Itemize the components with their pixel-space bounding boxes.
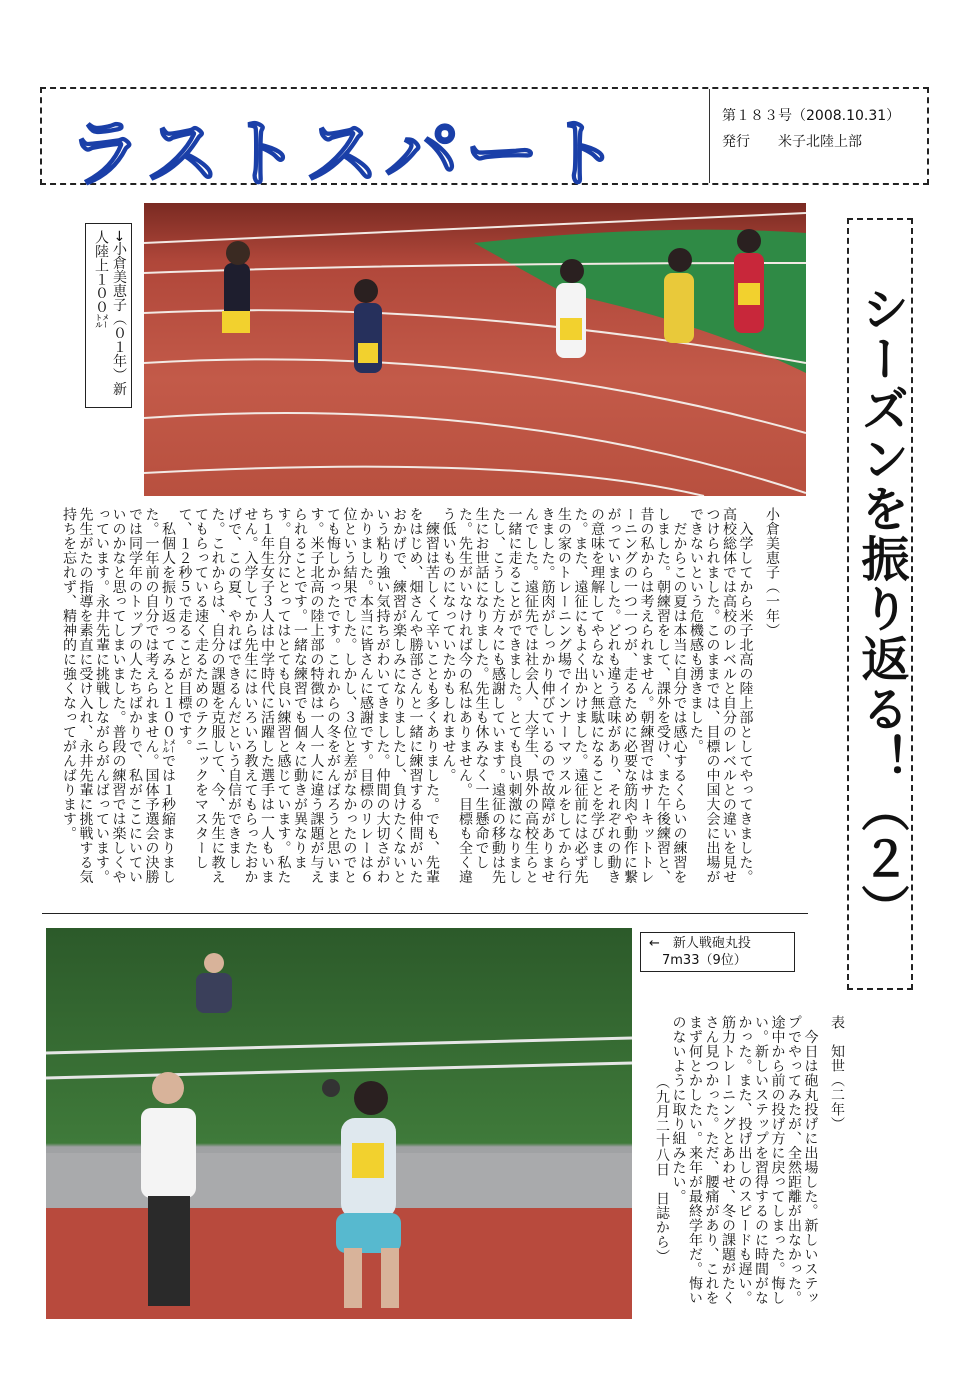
article-paragraph: 練習は苦しくて辛いことも多くありました。でも、先輩をはじめ、畑さんや勝部さんと一緒に練習する仲間がいたおかげで、練習が楽しみになりましたし、負けたくないという粘り強い気持ちがわいてきました。仲間の大切さがわかりました。本当に皆さんに感謝です。目標のリレーは６位という結果でした。しかし、３位と差がなかったのでとても悔しかったです。これからの冬をがんばろうと思います。米子北高の陸上部の特徴は一人一人に違う課題が与えられることです。一緒な練習でも個々に動きが異なります。自分にとってはとても良い練習と感じています。私たち１年生女子３人は中学時代に活躍した選手は一人もいません。入学してから先生にはいろいろ教えてもらったおかげで、この夏、やればできるんだという自信ができました。これからは、自分の課題を克服して、今、先生に教えてもらっている速く走るためのテクニックをマスターして、１２秒５で走ることが目標です。 xyxy=(176,507,440,884)
newsletter-title: ラストスパート xyxy=(68,111,626,197)
article-paragraph: だからこの夏は本当に自分では感心するくらいの練習をしました。朝練習をして、課外を受け、また午後練習と、昔の私からは考えられません。朝練習ではサーキットトレーニングの一つ一つが、走るために必要な筋肉や動作に繋がっていました。どれも違う意味があり、それぞれの動きの意味を理解してやらないと無駄になることを学びました。また、遠征にもよく出かけました。遠征前には必ず先生の家のトレーニング場でインナーマッスルをしてから行きました。筋肉がしっかり伸びているので故障がありませんでした。遠征先では社会人、大学生、県外の高校生らと一緒に走ることができました。とても良い刺激になりましたし、こうした方々にも感謝しています。遠征の移動は先生にお世話になりました。先生も休みなく一生懸命でした。先生がいなければ今の私はありません。目標も全く違う低いものになっていたかもしれません。 xyxy=(440,507,688,884)
article-ogura xyxy=(44,507,780,890)
masthead-title-box xyxy=(42,89,710,197)
masthead-info xyxy=(722,103,900,155)
article-paragraph: 私個人を振り返ってみると１００㍍では１秒縮まりました。一年前の自分では考えられません。国体予選会の決勝では同学年のトップの人たちばかりで、私がここにいていいのかなと思ってしまいました。普段の練習では楽しくやっています。永井先輩に挑戦しながらがんばっています。先生がたの指導を素直に受け入れ、永井先輩に挑戦する気持ちを忘れず、精神的に強くなってがんばります。 xyxy=(61,507,176,884)
issue-number: 第１８３号（2008.10.31） xyxy=(722,108,901,124)
article-omote xyxy=(654,1015,845,1315)
article-headline: シーズンを振り返る！（２） xyxy=(847,218,913,990)
photo1-caption: →小倉美恵子（０１年）新人陸上１００㍍ xyxy=(85,223,132,408)
shot-put-photo xyxy=(46,928,632,1319)
article-source-note: （九月二十八日 日誌から） xyxy=(654,1075,670,1264)
article-paragraph: 入学してから米子北高の陸上部としてやってきました。高校総体では高校のレベルと自分のレベルとの違いを見せつけられました。このままでは、目標の中国大会に出場ができないという危機感も湧きました。 xyxy=(688,507,754,884)
sprint-race-illustration xyxy=(144,203,806,496)
shot-put-illustration xyxy=(46,928,632,1319)
photo2-caption: ← 新人戦砲丸投 7m33（9位） xyxy=(640,932,795,972)
article-byline: 表 知世（二年） xyxy=(829,1015,845,1131)
sprint-race-photo xyxy=(144,203,806,496)
publisher: 発行 米子北陸上部 xyxy=(722,134,862,150)
article-paragraph: 今日は砲丸投げに出場した。新しいステップでやってみたが、全然距離が出なかった。途中から前の投げ方に戻ってしまった。悔しい。新しいステップを習得するのに時間がなかった。また、投げ出しのスピードも遅い。筋力トレーニングとあわせ、冬の課題がたくさん見つかった。ただ、腰痛があり、これをまず何とかしたい。来年が最終学年だ。悔いのないように取り組みたい。 xyxy=(670,1015,819,1305)
section-divider xyxy=(42,913,808,914)
article-byline: 小倉美恵子（一年） xyxy=(764,507,780,638)
masthead xyxy=(40,87,929,197)
